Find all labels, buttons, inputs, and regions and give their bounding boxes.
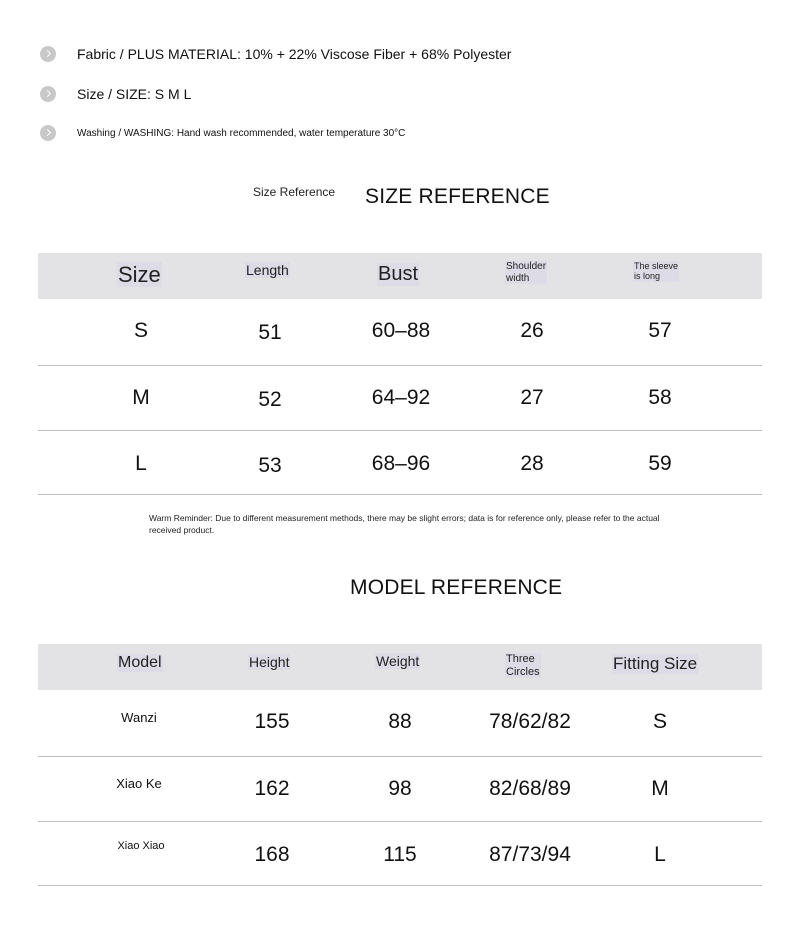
size-reference-label: Size Reference bbox=[253, 185, 336, 199]
cell-length: 52 bbox=[258, 388, 282, 411]
chevron-right-icon bbox=[40, 86, 56, 102]
warm-reminder: Warm Reminder: Due to different measurement methods, there may be slight errors; data is for reference only, please refer to the actual received product. bbox=[149, 513, 660, 535]
header-model: Model bbox=[118, 654, 162, 671]
cell-fitting: L bbox=[654, 843, 666, 866]
cell-fitting: M bbox=[651, 777, 669, 800]
header-fitting-size: Fitting Size bbox=[613, 654, 698, 673]
cell-model: Xiao Ke bbox=[116, 776, 162, 791]
header-circles-line2: Circles bbox=[506, 665, 540, 678]
spec-washing bbox=[40, 125, 405, 141]
model-reference-title: MODEL REFERENCE bbox=[350, 576, 563, 599]
cell-bust: 64–92 bbox=[371, 386, 431, 409]
cell-bust: 68–96 bbox=[371, 452, 431, 475]
spec-size bbox=[40, 86, 191, 102]
cell-weight: 98 bbox=[388, 777, 412, 800]
cell-height: 168 bbox=[254, 843, 290, 866]
row-divider bbox=[38, 756, 762, 757]
chevron-right-icon bbox=[40, 125, 56, 141]
cell-weight: 115 bbox=[383, 843, 417, 866]
model-table-header bbox=[38, 644, 762, 690]
row-divider bbox=[38, 365, 762, 366]
cell-sleeve: 59 bbox=[648, 452, 672, 475]
cell-sleeve: 58 bbox=[648, 386, 672, 409]
cell-size: S bbox=[133, 319, 149, 342]
cell-shoulder: 26 bbox=[520, 319, 544, 342]
cell-model: Xiao Xiao bbox=[117, 840, 165, 852]
size-text: Size / SIZE: S M L bbox=[77, 86, 192, 102]
header-three-circles bbox=[505, 653, 541, 678]
header-shoulder-line2: width bbox=[506, 272, 530, 284]
cell-size: M bbox=[132, 386, 150, 409]
row-divider bbox=[38, 430, 762, 431]
header-shoulder-line1: Shoulder bbox=[506, 261, 547, 272]
cell-weight: 88 bbox=[388, 710, 412, 733]
cell-shoulder: 28 bbox=[520, 452, 544, 475]
header-bust: Bust bbox=[378, 263, 419, 285]
cell-fitting: S bbox=[652, 710, 668, 733]
washing-text: Washing / WASHING: Hand wash recommended, water temperature 30°C bbox=[77, 127, 406, 139]
cell-bust: 60–88 bbox=[371, 319, 431, 342]
cell-height: 162 bbox=[254, 777, 290, 800]
header-weight: Weight bbox=[376, 653, 420, 669]
header-sleeve-length bbox=[633, 261, 679, 282]
cell-height: 155 bbox=[254, 710, 290, 733]
row-divider bbox=[38, 885, 762, 886]
chevron-right-icon bbox=[40, 46, 56, 62]
cell-circles: 78/62/82 bbox=[489, 710, 571, 733]
header-sleeve-line2: is long bbox=[634, 271, 661, 282]
cell-shoulder: 27 bbox=[520, 386, 544, 409]
header-circles-line1: Three bbox=[506, 653, 535, 665]
size-reference-title: SIZE REFERENCE bbox=[365, 185, 550, 208]
cell-length: 53 bbox=[258, 454, 282, 477]
spec-fabric bbox=[40, 46, 511, 62]
cell-sleeve: 57 bbox=[648, 319, 672, 342]
cell-circles: 82/68/89 bbox=[489, 777, 571, 800]
header-height: Height bbox=[249, 654, 290, 670]
row-divider bbox=[38, 821, 762, 822]
header-shoulder-width bbox=[505, 261, 547, 284]
size-table-header bbox=[38, 253, 762, 299]
row-divider bbox=[38, 494, 762, 495]
cell-model: Wanzi bbox=[121, 710, 157, 725]
cell-size: L bbox=[135, 452, 147, 475]
header-sleeve-line1: The sleeve bbox=[634, 261, 679, 271]
header-size: Size bbox=[118, 262, 161, 287]
fabric-text: Fabric / PLUS MATERIAL: 10% + 22% Viscose Fiber + 68% Polyester bbox=[77, 46, 512, 62]
cell-circles: 87/73/94 bbox=[489, 843, 571, 866]
cell-length: 51 bbox=[258, 321, 282, 344]
header-length: Length bbox=[246, 262, 289, 278]
